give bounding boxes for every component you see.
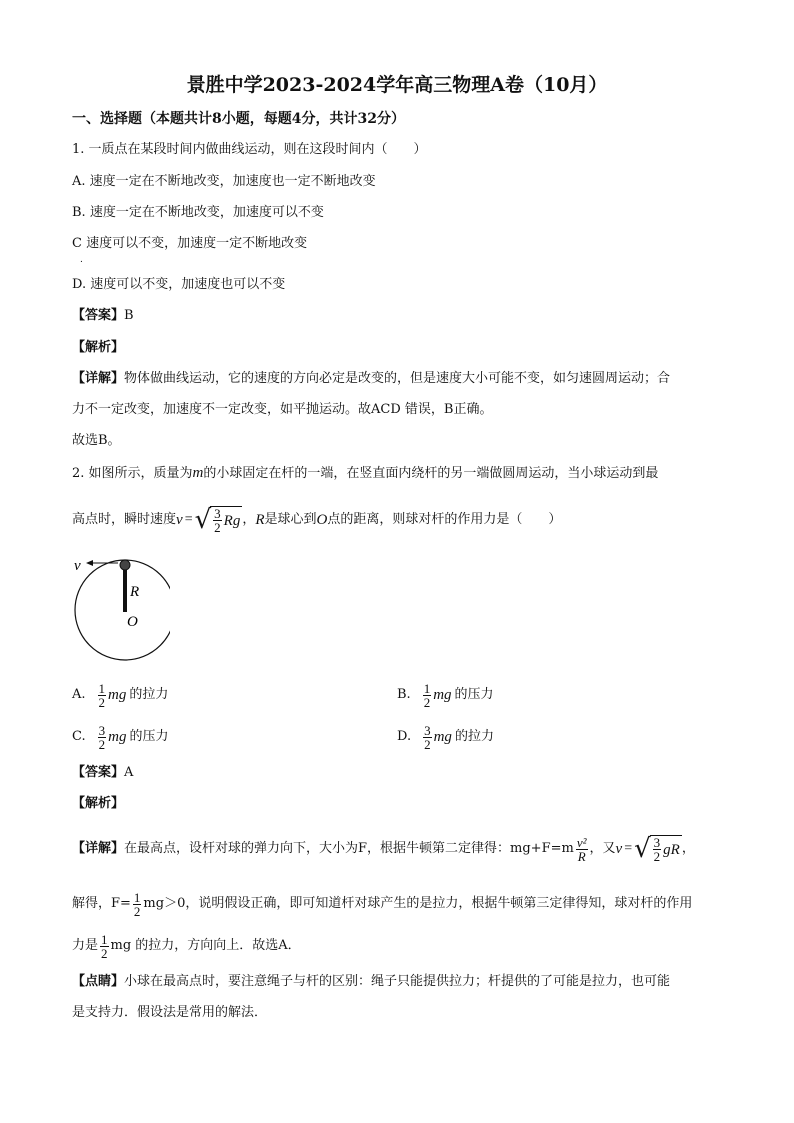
q2-option-b [397,678,494,712]
q2-var-v: v [176,512,183,528]
q2-comment-line1: 小球在最高点时，要注意绳子与杆的区别：绳子只能提供拉力；杆提供的了可能是拉力，也可能 [124,974,671,989]
q2-d1-eq: = [624,841,633,856]
ball [120,560,130,570]
q2-d1-f2: 2 [653,849,661,864]
q2-option-d-mg: mg [433,729,452,745]
stray-dot: . [80,255,83,265]
q2-option-c-mg: mg [108,729,127,745]
q2-option-a-text: 的拉力 [129,687,169,702]
page-title: 景胜中学2023-2024学年高三物理A卷（10月） [186,74,608,96]
q1-option-a: A. 速度一定在不断地改变，加速度也一定不断地改变 [72,174,376,189]
q1-detail-line2: 力不一定改变，加速度不一定改变，如平抛运动。故ACD 错误，B正确。 [72,402,493,417]
q1-option-c: C 速度可以不变，加速度一定不断地改变 [72,236,308,251]
q2-option-a [72,678,168,712]
sqrt-sign-icon: √ [194,505,212,535]
q2-d2-den: 2 [133,903,141,919]
q2-d3a: 力是 [72,938,99,953]
q2-option-c-text: 的压力 [129,729,169,744]
q2-detail-line3 [72,930,301,962]
fig-label-O: O [127,614,138,630]
q1-detail-line1: 物体做曲线运动，它的速度的方向必定是改变的，但是速度大小可能不变，如匀速圆周运动；合 [124,371,671,386]
q2-d1-v: v [615,841,623,857]
q1-analysis-tag: 【解析】 [72,340,125,355]
q2-option-c-den: 2 [98,736,106,752]
q1-option-b: B. 速度一定在不断地改变，加速度可以不变 [72,205,324,220]
q2-stem-d: ， [242,512,256,527]
q2-d3-num: 1 [101,931,108,947]
q2-equals: = [184,512,193,527]
q2-d1-sqrt [634,835,682,863]
q2-stem-f: 点的距离，则球对杆的作用力是（ ） [327,512,562,527]
q2-d1-f3: 3 [653,835,661,850]
q2-answer-tag: 【答案】 [72,765,125,780]
q2-d3b: mg 的拉力，方向向上．故选A． [110,938,301,953]
q2-option-c-letter: C. [72,729,86,744]
q2-option-d-text: 的拉力 [454,729,494,744]
q2-var-O: O [316,512,328,528]
q1-stem: 1. 一质点在某段时间内做曲线运动，则在这段时间内（ ） [72,142,427,157]
q2-d2a: 解得，F= [72,896,131,911]
q2-stem-e: 是球心到 [264,512,317,527]
q2-sqrt [195,506,243,534]
q2-var-m: m [192,465,204,481]
q2-d2-num: 1 [133,889,141,905]
q1-detail-tag: 【详解】 [72,371,125,386]
q2-stem-b: 的小球固定在杆的一端，在竖直面内绕杆的另一端做圆周运动，当小球运动到最 [203,466,659,481]
q2-analysis-tag: 【解析】 [72,796,125,811]
q2-d3-den: 2 [101,945,108,961]
q2-detail-line1 [72,830,695,868]
q2-detail-tag: 【详解】 [72,841,125,856]
q2-stem-a: 2. 如图所示，质量为 [72,466,193,481]
circle-motion-figure [70,554,170,666]
q2-d1-num: v² [576,834,587,850]
q2-Rg: Rg [223,512,241,529]
q2-d1b: ，又 [589,841,616,856]
q2-option-d-den: 2 [424,736,431,752]
q2-option-c [72,720,168,754]
q2-option-a-letter: A. [72,687,86,702]
q2-d1c: ， [681,841,695,856]
q1-conclusion: 故选B。 [72,433,121,448]
q2-d1a: 在最高点，设杆对球的弹力向下，大小为F，根据牛顿第二定律得：mg+F=m [124,841,574,856]
q2-comment-tag: 【点睛】 [72,974,125,989]
q1-answer-tag: 【答案】 [72,308,125,323]
q2-d1-gR: gR [663,841,680,858]
q2-answer: A [124,765,134,780]
q2-option-a-mg: mg [108,687,127,703]
q2-stem-c: 高点时，瞬时速度 [72,512,177,527]
q2-option-d-num: 3 [424,722,431,738]
section-heading: 一、选择题（本题共计8小题，每题4分，共计32分） [72,111,405,127]
q2-option-b-text: 的压力 [454,687,494,702]
q2-comment-line2: 是支持力．假设法是常用的解法． [72,1005,268,1020]
q2-option-a-num: 1 [98,680,106,696]
q2-option-b-mg: mg [433,687,452,703]
fig-label-v: v [74,558,81,574]
q2-var-R: R [255,512,265,528]
q1-option-d: D. 速度可以不变，加速度也可以不变 [72,277,286,292]
q2-option-c-num: 3 [98,722,106,738]
q2-d1-den: R [577,848,586,864]
q2-frac-den: 2 [214,520,221,535]
q2-option-b-letter: B. [397,687,411,702]
q2-option-a-den: 2 [98,694,106,710]
q2-option-b-num: 1 [423,680,431,696]
q2-option-d-letter: D. [397,729,412,744]
q2-option-b-den: 2 [423,694,431,710]
orbit-circle [75,560,170,660]
q1-answer: B [124,308,134,323]
arrow-head-icon [86,560,93,566]
q2-option-d [397,720,494,754]
q2-d2b: mg＞0，说明假设正确，即可知道杆对球产生的是拉力，根据牛顿第三定律得知，球对杆的作用 [143,896,693,911]
fig-label-R: R [130,584,140,600]
sqrt-sign-icon: √ [634,834,651,864]
q2-frac-num: 3 [214,506,221,521]
q2-detail-line2 [72,888,692,920]
